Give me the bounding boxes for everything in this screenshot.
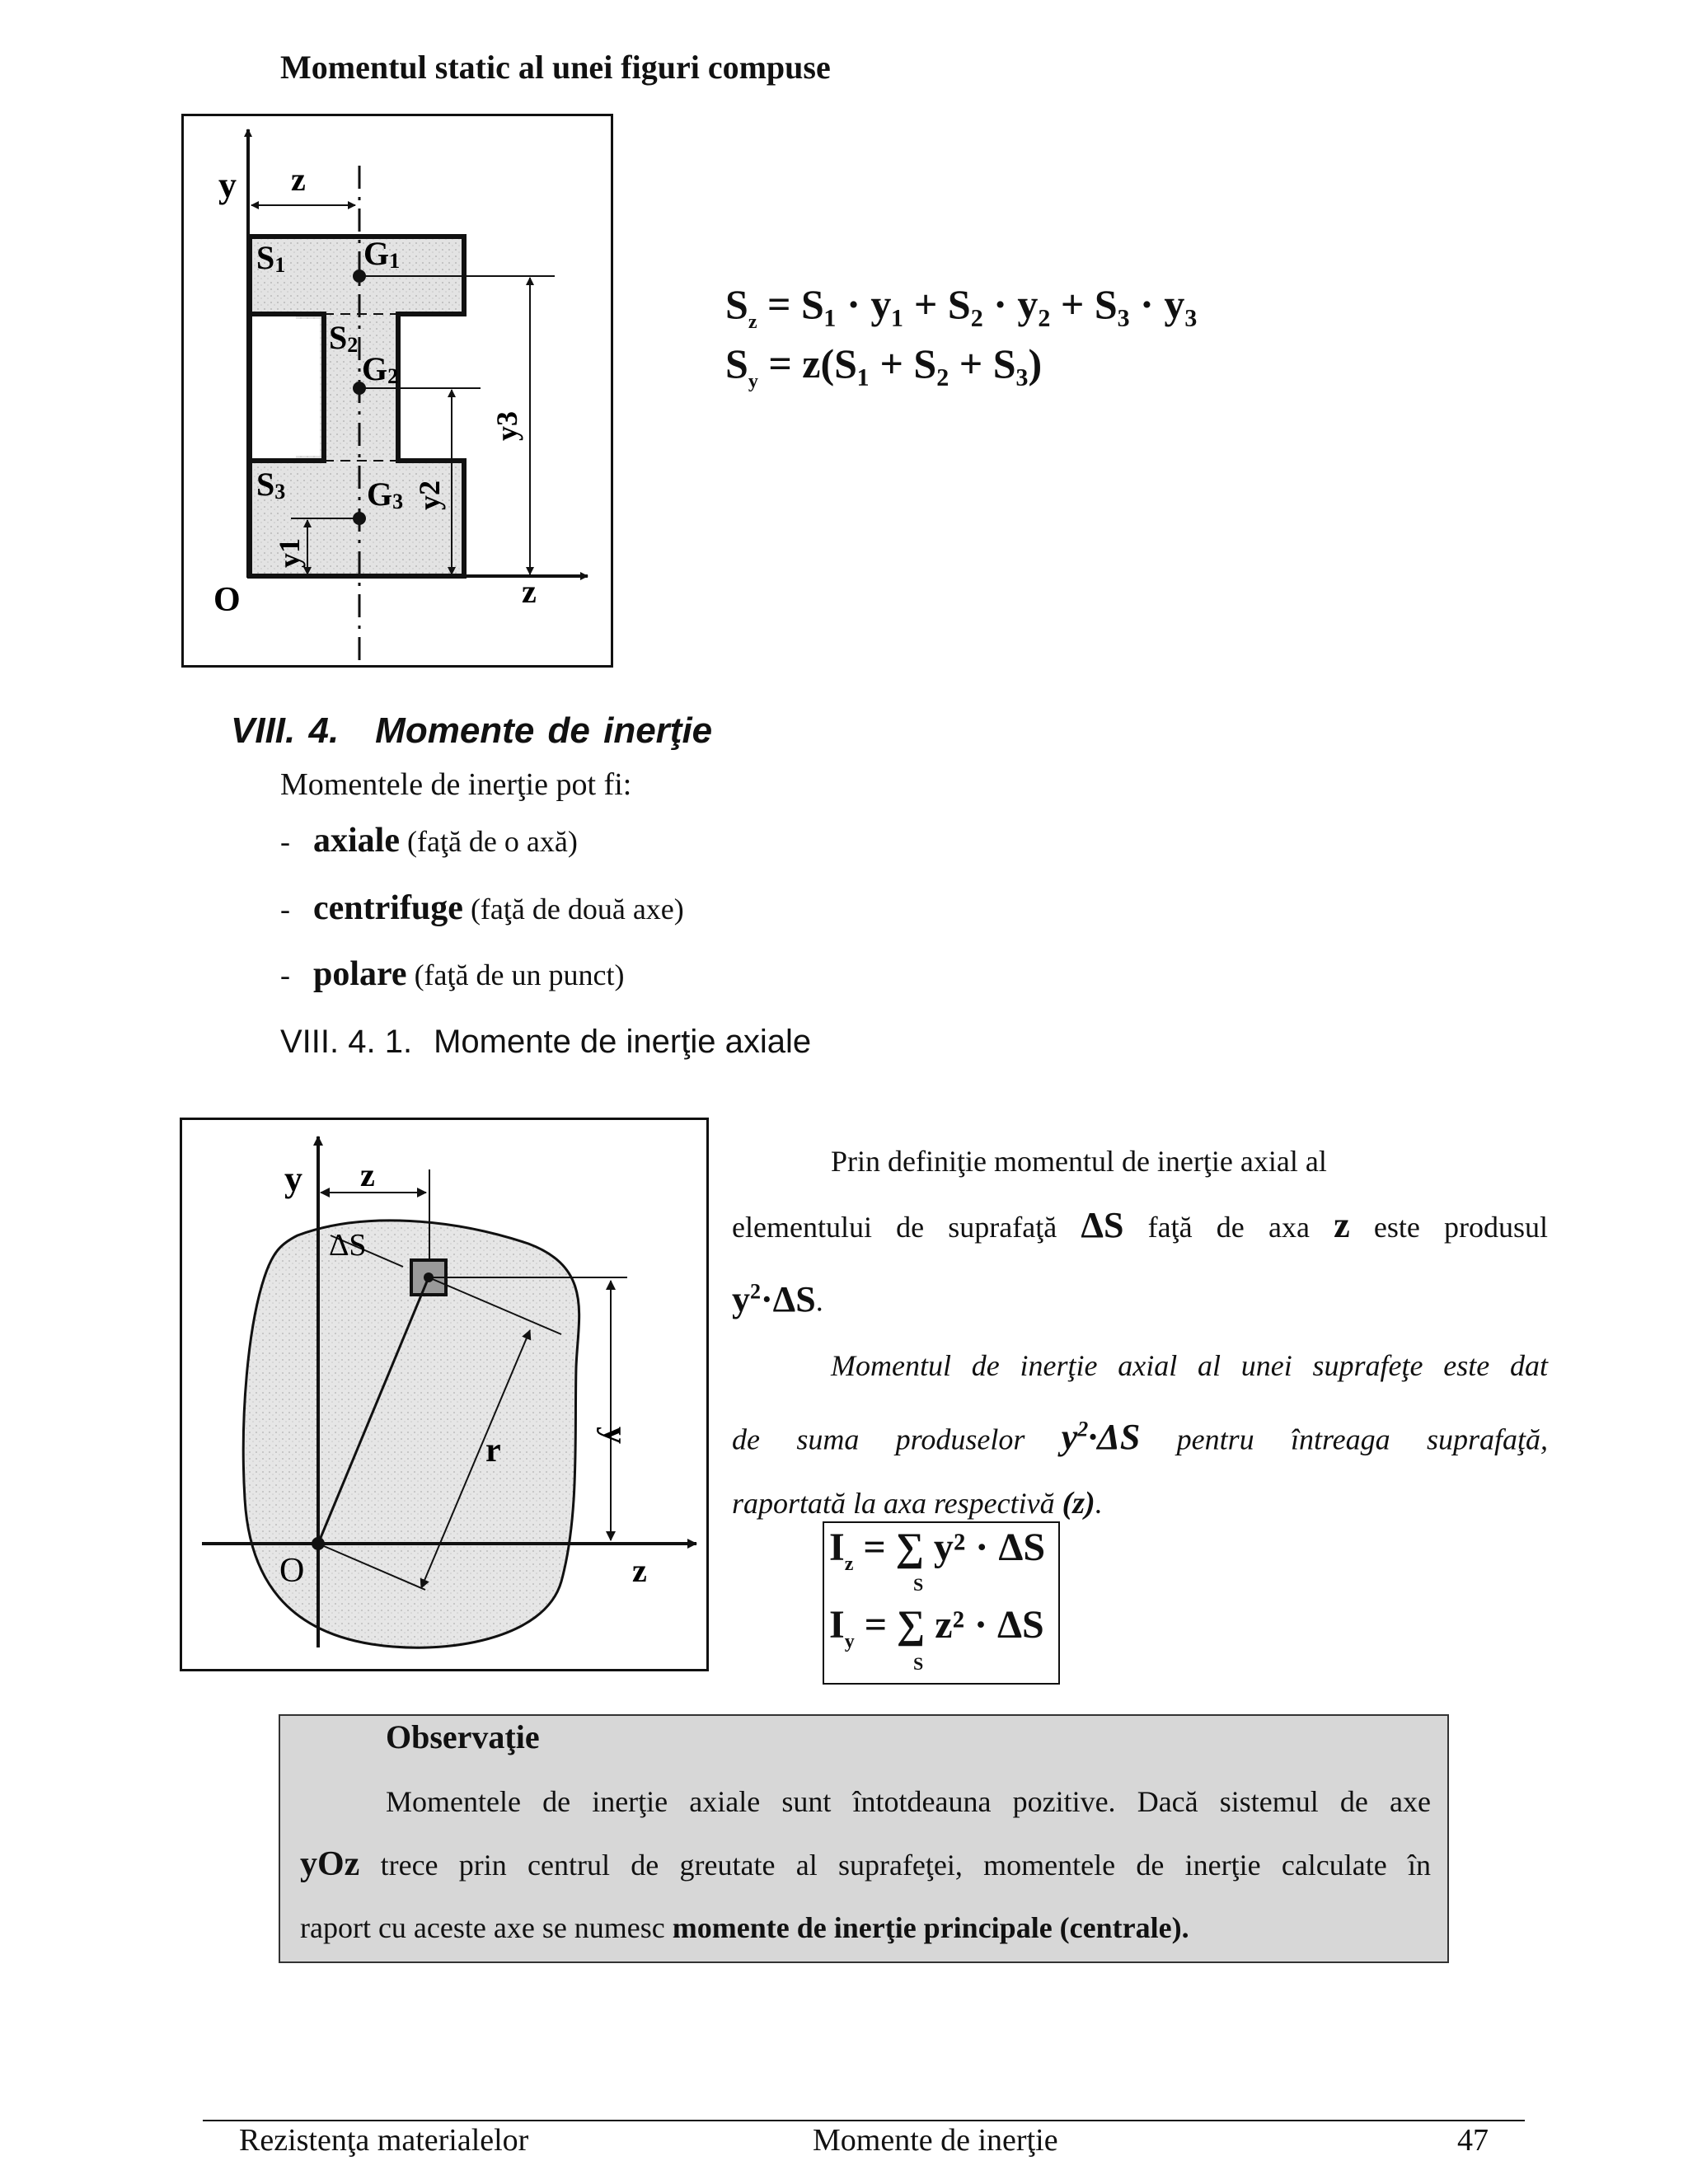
intro-text: Momentele de inerţie pot fi: [280, 767, 632, 802]
observation-text: Momentele de inerţie axiale sunt întotdeauna pozitive. Dacă sistemul de axe yOz trece prin centrul de greutate al suprafeţei, momentele de inerţie calculate în raport cu aceste axe se numesc momente de inerţie principale (centrale). [300, 1785, 1432, 1944]
svg-text:y: y [218, 165, 237, 205]
svg-text:G1: G1 [363, 235, 401, 273]
axial-moment-formula-box: $I_z$ = ∑ y² · ΔS S $I_y$ = ∑ z² · ΔS S [823, 1521, 1060, 1685]
subsection-title: VIII. 4. 1. Momente de inerţie axiale [280, 1024, 812, 1060]
svg-text:y3: y3 [490, 411, 523, 441]
svg-text:O: O [279, 1552, 305, 1590]
svg-text:z: z [291, 161, 306, 198]
list-item: - polare (faţă de un punct) [280, 955, 625, 993]
svg-text:y: y [596, 1427, 634, 1444]
axial-moment-diagram [182, 1120, 706, 1669]
svg-text:S3: S3 [256, 466, 286, 504]
svg-text:G3: G3 [367, 476, 404, 513]
figure-composite-section [181, 114, 613, 668]
static-moment-formula-sz: $S_z = S_1 \cdot y_1 + S_2 \cdot y_2 + S_3 \cdot y_3$ [725, 281, 1198, 333]
svg-text:y1: y1 [273, 538, 306, 568]
page-number: 47 [1457, 2123, 1489, 2158]
svg-text:O: O [213, 581, 241, 619]
svg-text:y2: y2 [413, 480, 446, 510]
svg-text:S2: S2 [329, 319, 359, 357]
formula-iz: $I_z$ = ∑ y² · ΔS [829, 1526, 1046, 1575]
list-item: - centrifuge (faţă de două axe) [280, 889, 684, 927]
observation-box [279, 1714, 1449, 1963]
section-title: VIII. 4. Momente de inerţie [231, 710, 713, 751]
footer-chapter-title: Momente de inerţie [813, 2123, 1058, 2158]
svg-text:ΔS: ΔS [329, 1228, 367, 1263]
footer-rule [203, 2120, 1525, 2121]
svg-text:S1: S1 [256, 239, 286, 277]
svg-text:z: z [522, 573, 537, 610]
section-heading-static-moment: Momentul static al unei figuri compuse [280, 49, 831, 86]
svg-text:z: z [632, 1552, 647, 1589]
svg-text:y: y [284, 1159, 302, 1199]
formula-iy: $I_y$ = ∑ z² · ΔS [829, 1603, 1044, 1652]
static-moment-formula-sy: $S_y = z(S_1 + S_2 + S_3)$ [725, 340, 1043, 392]
svg-text:z: z [360, 1156, 375, 1193]
figure-axial-moment [180, 1118, 709, 1671]
list-item: - axiale (faţă de o axă) [280, 822, 578, 860]
composite-section-diagram [184, 116, 611, 665]
observation-title: Observaţie [386, 1718, 540, 1755]
svg-text:G2: G2 [362, 350, 399, 388]
svg-text:r: r [485, 1432, 501, 1469]
definition-paragraph: Prin definiţie momentul de inerţie axial al elementului de suprafaţă ΔS faţă de axa z este produsul $y^2\cdot\Delta S$. Momentul de inerţie axial al unei suprafeţe este dat de suma produselor $y^2\cdot\Delta S$ pentru întreaga suprafaţă, raportată la axa respectivă (z). [732, 1145, 1548, 1521]
footer-book-title: Rezistenţa materialelor [239, 2123, 529, 2158]
